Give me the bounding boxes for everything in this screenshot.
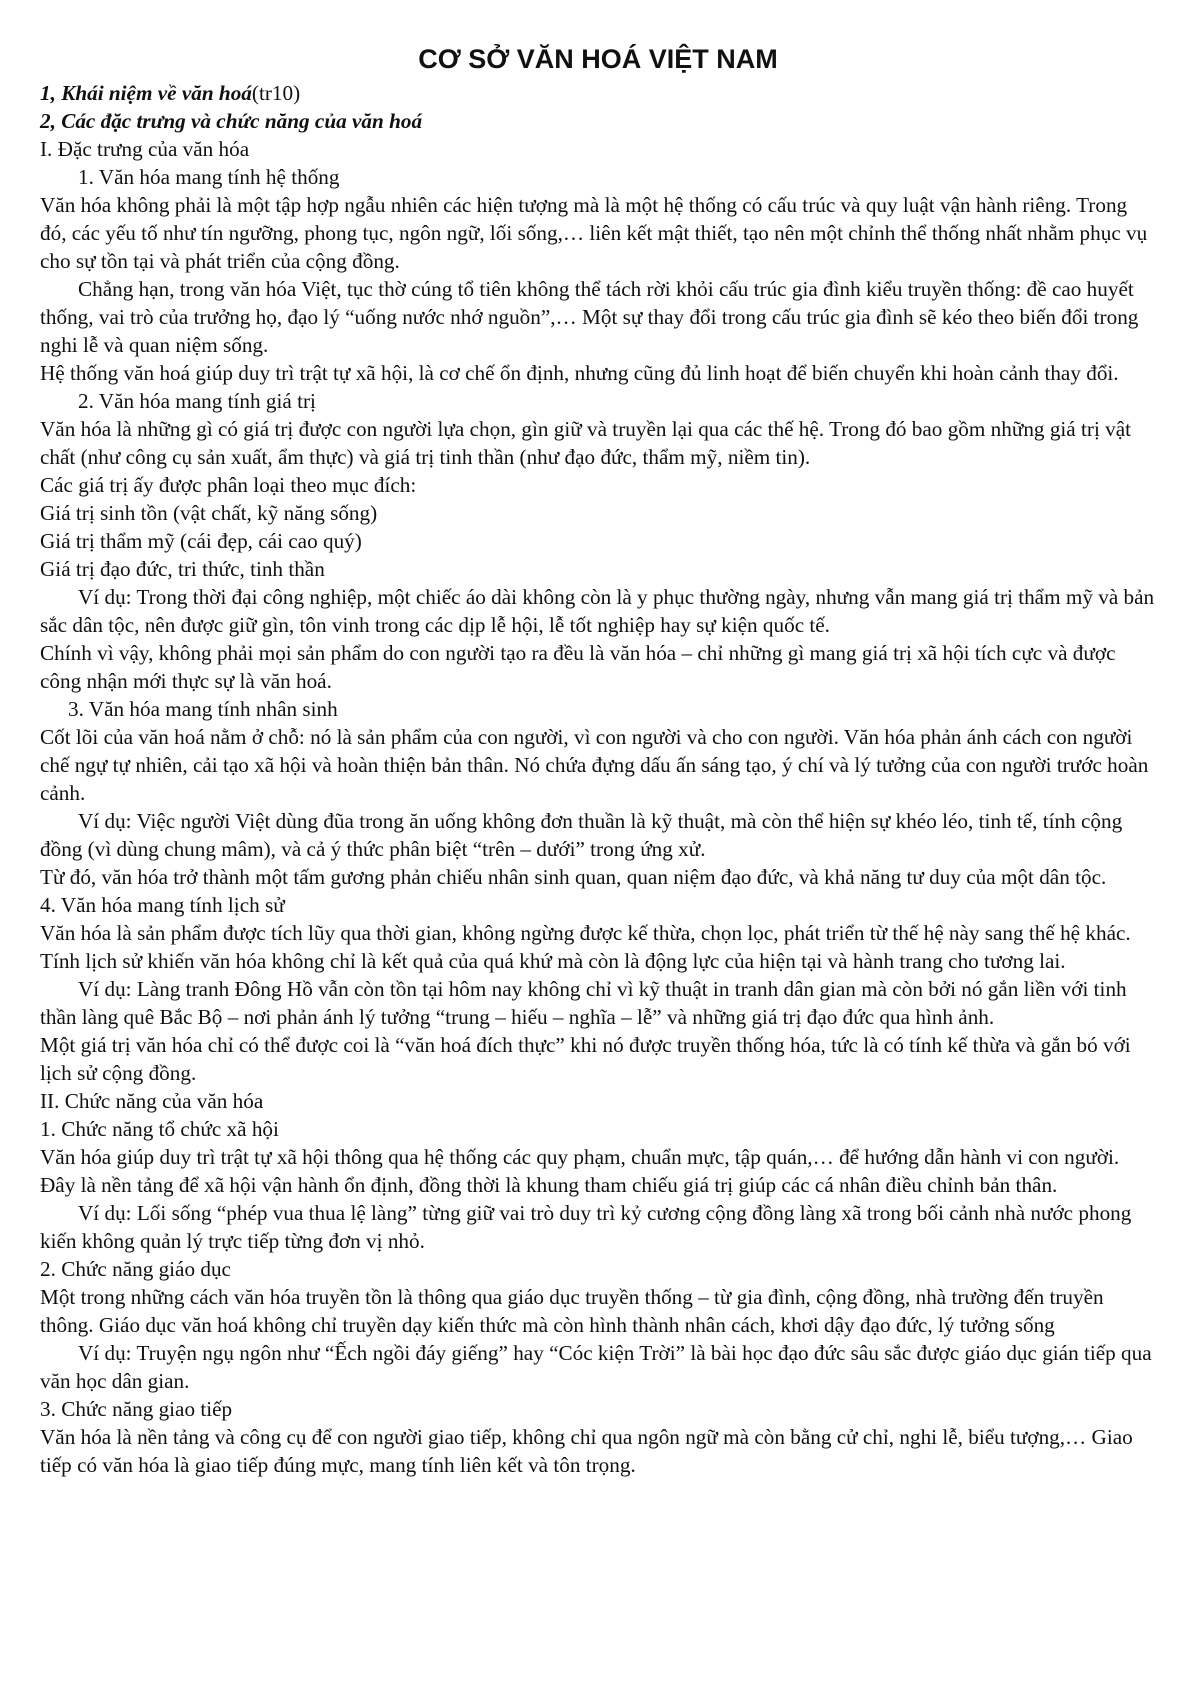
paragraph: Cốt lõi của văn hoá nằm ở chỗ: nó là sản phẩm của con người, vì con người và cho con người. Văn hóa phản ánh cách con người chế ngự tự nhiên, cải tạo xã hội và hoàn thiện bản thân. Nó chứa đựng dấu ấn sáng tạo, ý chí và lý tưởng của con người trước hoàn cảnh. (40, 725, 1149, 805)
subheading: 4. Văn hóa mang tính lịch sử (40, 893, 285, 917)
section-heading: II. Chức năng của văn hóa (40, 1089, 264, 1113)
subheading: 3. Văn hóa mang tính nhân sinh (68, 697, 338, 721)
example-paragraph: Ví dụ: Việc người Việt dùng đũa trong ăn uống không đơn thuần là kỹ thuật, mà còn thể hiện sự khéo léo, tinh tế, tính cộng đồng (vì dùng chung mâm), và cả ý thức phân biệt “trên – dưới” trong ứng xử. (40, 809, 1123, 861)
subheading: 1. Chức năng tổ chức xã hội (40, 1117, 279, 1141)
page-title: CƠ SỞ VĂN HOÁ VIỆT NAM (418, 44, 778, 74)
paragraph: Văn hóa không phải là một tập hợp ngẫu nhiên các hiện tượng mà là một hệ thống có cấu trúc và quy luật vận hành riêng. Trong đó, các yếu tố như tín ngưỡng, phong tục, ngôn ngữ, lối sống,… liên kết mật thiết, tạo nên một chỉnh thể thống nhất nhằm phục vụ cho sự tồn tại và phát triển của cộng đồng. (40, 193, 1148, 273)
heading-1-part: 1, Khái niệm về văn hoá (40, 81, 252, 105)
paragraph: Văn hóa giúp duy trì trật tự xã hội thông qua hệ thống các quy phạm, chuẩn mực, tập quán,… để hướng dẫn hành vi con người. Đây là nền tảng để xã hội vận hành ổn định, đồng thời là khung tham chiếu giá trị giúp các cá nhân điều chỉnh bản thân. (40, 1145, 1120, 1197)
example-paragraph: Chẳng hạn, trong văn hóa Việt, tục thờ cúng tổ tiên không thể tách rời khỏi cấu trúc gia đình kiểu truyền thống: đề cao huyết thống, vai trò của trưởng họ, đạo lý “uống nước nhớ nguồn”,… Một sự thay đổi trong cấu trúc gia đình sẽ kéo theo biến đổi trong nghi lễ và quan niệm sống. (40, 277, 1139, 357)
list-item: Giá trị sinh tồn (vật chất, kỹ năng sống) (40, 501, 378, 525)
paragraph: Văn hóa là nền tảng và công cụ để con người giao tiếp, không chỉ qua ngôn ngữ mà còn bằng cử chỉ, nghi lễ, biểu tượng,… Giao tiếp có văn hóa là giao tiếp đúng mực, mang tính liên kết và tôn trọng. (40, 1425, 1133, 1477)
heading-2 (40, 107, 1156, 135)
subheading: 2. Chức năng giáo dục (40, 1257, 231, 1281)
heading-2-part: 2, Các đặc trưng và chức năng của văn hoá (40, 109, 423, 133)
example-paragraph: Ví dụ: Truyện ngụ ngôn như “Ếch ngồi đáy giếng” hay “Cóc kiện Trời” là bài học đạo đức sâu sắc được giáo dục gián tiếp qua văn học dân gian. (40, 1341, 1152, 1393)
paragraph: Một giá trị văn hóa chỉ có thể được coi là “văn hoá đích thực” khi nó được truyền thống hóa, tức là có tính kế thừa và gắn bó với lịch sử cộng đồng. (40, 1033, 1131, 1085)
paragraph: Từ đó, văn hóa trở thành một tấm gương phản chiếu nhân sinh quan, quan niệm đạo đức, và khả năng tư duy của một dân tộc. (40, 865, 1107, 889)
paragraph: Hệ thống văn hoá giúp duy trì trật tự xã hội, là cơ chế ổn định, nhưng cũng đủ linh hoạt để biến chuyển khi hoàn cảnh thay đổi. (40, 361, 1119, 385)
heading-1 (40, 79, 1156, 107)
subheading: 1. Văn hóa mang tính hệ thống (78, 165, 340, 189)
example-paragraph: Ví dụ: Trong thời đại công nghiệp, một chiếc áo dài không còn là y phục thường ngày, nhưng vẫn mang giá trị thẩm mỹ và bản sắc dân tộc, nên được giữ gìn, tôn vinh trong các dịp lễ hội, lễ tốt nghiệp hay sự kiện quốc tế. (40, 585, 1155, 637)
paragraph: Văn hóa là sản phẩm được tích lũy qua thời gian, không ngừng được kế thừa, chọn lọc, phát triển từ thế hệ này sang thế hệ khác. Tính lịch sử khiến văn hóa không chỉ là kết quả của quá khứ mà còn là động lực của hiện tại và hành trang cho tương lai. (40, 921, 1131, 973)
subheading: 3. Chức năng giao tiếp (40, 1397, 233, 1421)
example-paragraph: Ví dụ: Làng tranh Đông Hồ vẫn còn tồn tại hôm nay không chỉ vì kỹ thuật in tranh dân gian mà còn bởi nó gắn liền với tinh thần làng quê Bắc Bộ – nơi phản ánh lý tưởng “trung – hiếu – nghĩa – lễ” và những giá trị đạo đức qua hình ảnh. (40, 977, 1127, 1029)
paragraph: Một trong những cách văn hóa truyền tồn là thông qua giáo dục truyền thống – từ gia đình, cộng đồng, nhà trường đến truyền thông. Giáo dục văn hoá không chỉ truyền dạy kiến thức mà còn hình thành nhân cách, khơi dậy đạo đức, lý tưởng sống (40, 1285, 1104, 1337)
paragraph: Các giá trị ấy được phân loại theo mục đích: (40, 473, 417, 497)
example-paragraph: Ví dụ: Lối sống “phép vua thua lệ làng” từng giữ vai trò duy trì kỷ cương cộng đồng làng xã trong bối cảnh nhà nước phong kiến không quản lý trực tiếp từng đơn vị nhỏ. (40, 1201, 1132, 1253)
paragraph: Chính vì vậy, không phải mọi sản phẩm do con người tạo ra đều là văn hóa – chỉ những gì mang giá trị xã hội tích cực và được công nhận mới thực sự là văn hoá. (40, 641, 1116, 693)
section-heading: I. Đặc trưng của văn hóa (40, 137, 250, 161)
list-item: Giá trị thẩm mỹ (cái đẹp, cái cao quý) (40, 529, 362, 553)
paragraph: Văn hóa là những gì có giá trị được con người lựa chọn, gìn giữ và truyền lại qua các thế hệ. Trong đó bao gồm những giá trị vật chất (như công cụ sản xuất, ẩm thực) và giá trị tinh thần (như đạo đức, thẩm mỹ, niềm tin). (40, 417, 1132, 469)
subheading: 2. Văn hóa mang tính giá trị (78, 389, 316, 413)
heading-1-part: (tr10) (251, 81, 301, 105)
document-body (40, 79, 1156, 1479)
list-item: Giá trị đạo đức, tri thức, tinh thần (40, 557, 325, 581)
